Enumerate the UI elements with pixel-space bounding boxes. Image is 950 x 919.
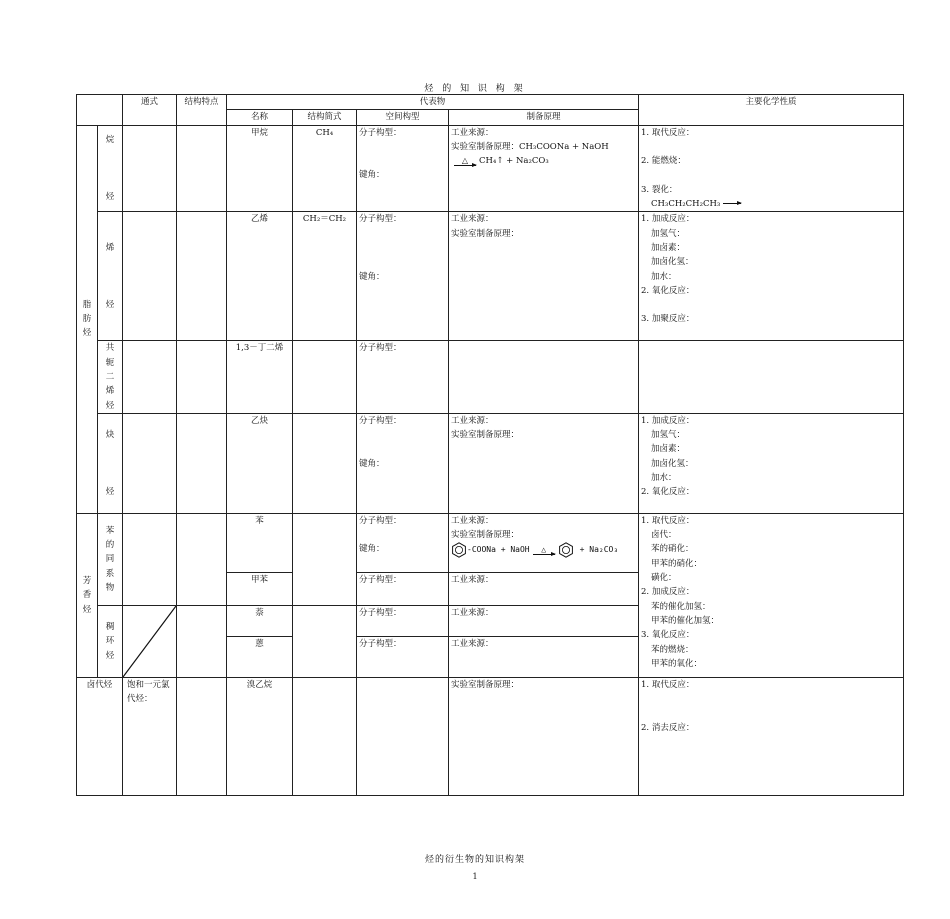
diene-feature [177,341,227,413]
benzene-feature [177,513,227,605]
halo-formula [293,677,357,795]
alkene-name: 乙烯 [227,212,293,341]
class-alkene: 烯 烃 [98,212,123,341]
reaction-arrow-icon [723,203,741,204]
alkyne-spatial: 分子构型： 键角： [357,413,449,513]
fused-general-diagonal [123,605,177,677]
alkene-general [123,212,177,341]
row-haloalkane [77,677,904,795]
benzene-ring-icon [451,542,467,558]
alkyne-feature [177,413,227,513]
toluene-prep: 工业来源： [449,572,639,605]
header-empty [77,95,123,126]
header-name: 名称 [227,110,293,125]
alkene-spatial: 分子构型： 键角： [357,212,449,341]
bottom-section-title: 烃的衍生物的知识构架 [424,855,525,865]
row-benzene [77,513,904,572]
benzene-formula [293,513,357,605]
alkyne-name: 乙炔 [227,413,293,513]
header-preparation: 制备原理 [449,110,639,125]
alkene-feature [177,212,227,341]
group-aliphatic: 脂 肪 烃 [77,125,98,513]
halo-feature [177,677,227,795]
alkane-general [123,125,177,212]
header-row-1 [77,95,904,110]
alkane-prep: 工业来源： 实验室制备原理：CH₃COONa + NaOH △ CH₄↑ + Na₂CO₃ [449,125,639,212]
page-number: 1 [472,872,478,881]
row-alkyne [77,413,904,513]
diene-general [123,341,177,413]
class-diene: 共 轭 二 烯 烃 [98,341,123,413]
alkane-name: 甲烷 [227,125,293,212]
alkyne-prep: 工业来源： 实验室制备原理： [449,413,639,513]
alkyne-props: 1. 加成反应： 加氢气： 加卤素： 加卤化氢： 加水： 2. 氧化反应： [639,413,904,513]
header-chem-props: 主要化学性质 [639,95,904,126]
halo-spatial [357,677,449,795]
alkane-feature [177,125,227,212]
benzene-general [123,513,177,605]
row-alkene [77,212,904,341]
halo-name: 溴乙烷 [227,677,293,795]
row-alkane [77,125,904,212]
naphthalene-name: 萘 [227,605,293,636]
toluene-name: 甲苯 [227,572,293,605]
halo-prep: 实验室制备原理： [449,677,639,795]
halo-general: 饱和一元氯代烃： [123,677,177,795]
class-benzene-homolog: 苯 的 同 系 物 [98,513,123,605]
anthracene-spatial: 分子构型： [357,636,449,677]
group-halo: 卤代烃 [77,677,123,795]
class-alkyne: 炔 烃 [98,413,123,513]
fused-formula [293,605,357,677]
alkene-props: 1. 加成反应： 加氢气： 加卤素： 加卤化氢： 加水： 2. 氧化反应： 3. 加聚反应： [639,212,904,341]
naphthalene-spatial: 分子构型： [357,605,449,636]
header-spatial: 空间构型 [357,110,449,125]
naphthalene-prep: 工业来源： [449,605,639,636]
alkyne-formula [293,413,357,513]
row-diene [77,341,904,413]
header-struct-formula: 结构简式 [293,110,357,125]
page-title: 烃 的 知 识 构 架 [424,84,526,94]
alkane-formula: CH₄ [293,125,357,212]
alkene-formula: CH₂＝CH₂ [293,212,357,341]
fused-feature [177,605,227,677]
class-alkane: 烷 烃 [98,125,123,212]
diene-formula [293,341,357,413]
diene-spatial: 分子构型： [357,341,449,413]
header-general-formula: 通式 [123,95,177,126]
toluene-spatial: 分子构型： [357,572,449,605]
alkyne-general [123,413,177,513]
diagonal-line-icon [123,606,176,677]
aromatic-props: 1. 取代反应： 卤代： 苯的硝化： 甲苯的硝化： 磺化： 2. 加成反应： 苯的催化加氢： 甲苯的催化加氢： 3. 氧化反应： 苯的燃烧： 甲苯的氧化： [639,513,904,677]
benzene-spatial: 分子构型： 键角： [357,513,449,572]
benzene-ring-icon [558,542,574,558]
alkane-props: 1. 取代反应： 2. 能燃烧： 3. 裂化： CH₃CH₂CH₂CH₃ [639,125,904,212]
benzene-prep: 工业来源： 实验室制备原理： -COONa + NaOH △ + Na₂CO₃ [449,513,639,572]
header-structure-feature: 结构特点 [177,95,227,126]
halo-props: 1. 取代反应： 2. 消去反应： [639,677,904,795]
diene-props [639,341,904,413]
class-fused: 稠 环 烃 [98,605,123,677]
anthracene-prep: 工业来源： [449,636,639,677]
diene-prep [449,341,639,413]
alkane-spatial: 分子构型： 键角： [357,125,449,212]
benzene-name: 苯 [227,513,293,572]
hydrocarbon-table [76,94,904,796]
alkene-prep: 工业来源： 实验室制备原理： [449,212,639,341]
header-representative: 代表物 [227,95,639,110]
anthracene-name: 蒽 [227,636,293,677]
group-aromatic: 芳 香 烃 [77,513,98,677]
diene-name: 1,3－丁二烯 [227,341,293,413]
